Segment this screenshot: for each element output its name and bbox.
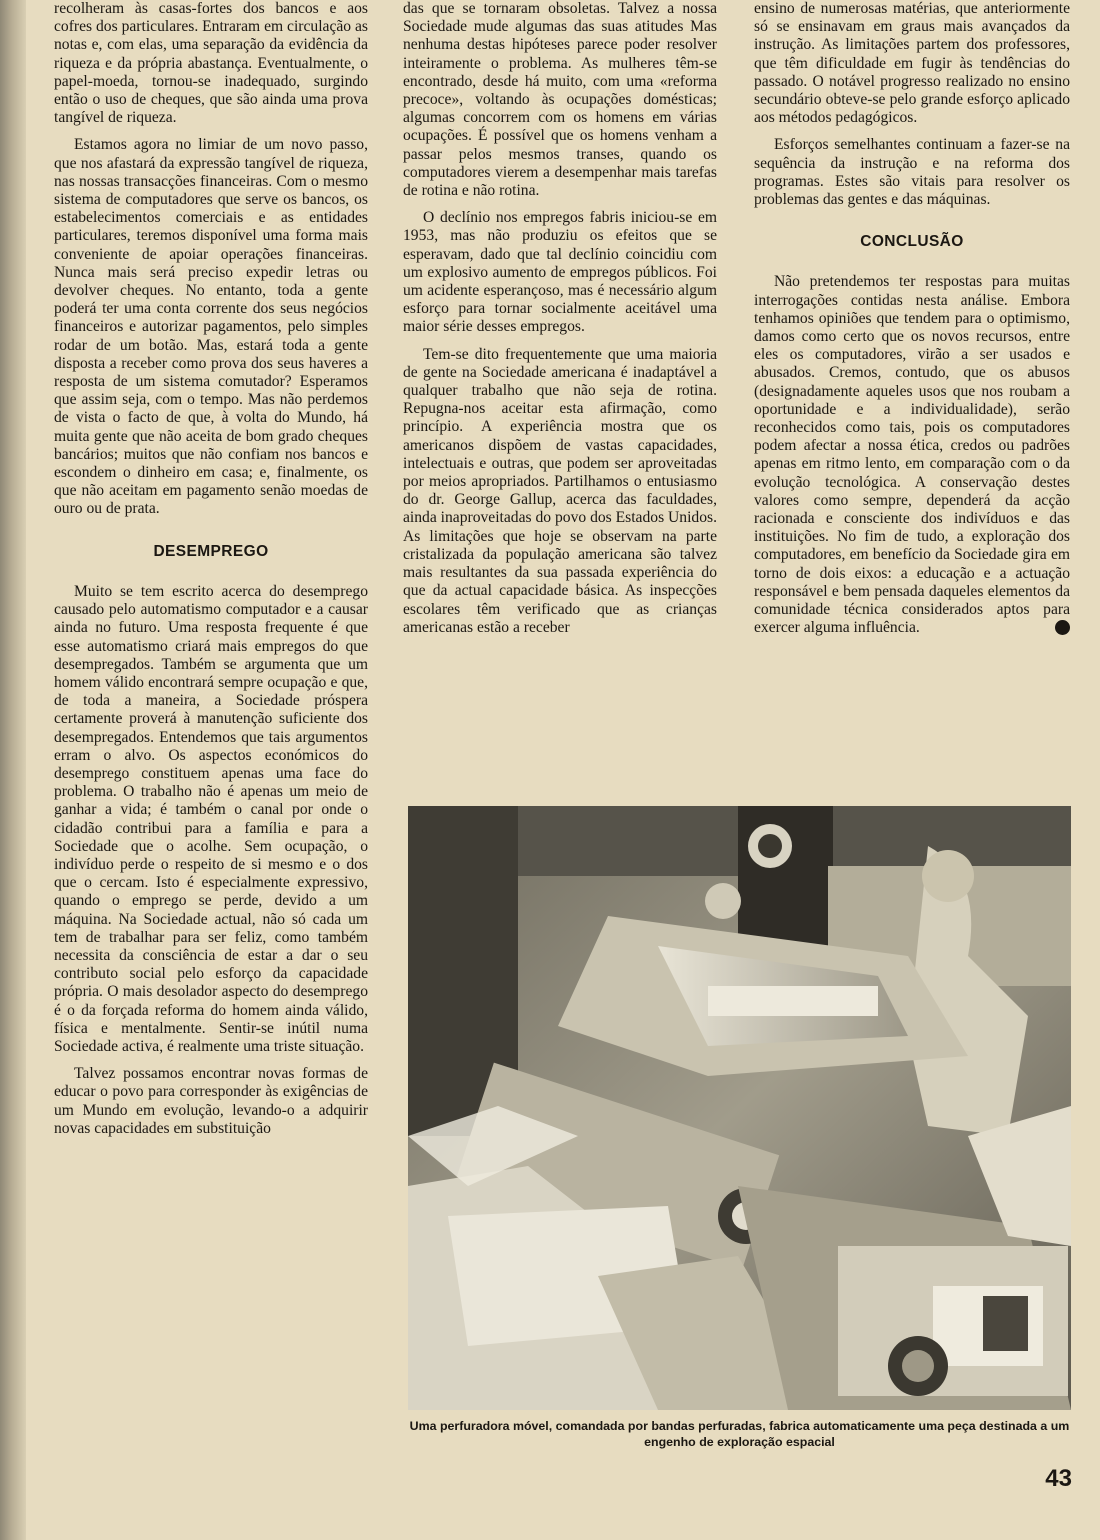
paragraph: O declínio nos empregos fabris iniciou-se em 1953, mas não produziu os efeitos que se esperavam, dado que tal declínio coincidiu com um explosivo aumento de empregos públicos. Foi um acidente esperançoso, mas é necessário algum esforço para tornar socialmente aceitável uma maior série desses empregos. (403, 209, 717, 336)
machine-photo-illustration (408, 806, 1071, 1410)
article-column-3 (754, 0, 1085, 647)
page-number: 43 (1045, 1465, 1072, 1492)
page-gutter-shadow (0, 0, 26, 1540)
machine-photo (408, 806, 1071, 1410)
paragraph-text: Não pretendemos ter respostas para muitas interrogações contidas nesta análise. Embora tenhamos opiniões que tendem para o optimismo, damos como certo que os novos recursos, entre eles os computadores, virão a ser usados e abusados. Cremos, contudo, que os abusos (designadamente aqueles usos que nos roubam a oportunidade e a individualidade), serão reconhecidos como tais, pois os computadores podem afectar a nossa ética, credos ou padrões apenas em ritmo lento, em comparação com o da evolução tecnológica. A conservação destes valores como sempre, dependerá da acção racionada e consciente dos indivíduos e das instituições. No fim de tudo, a exploração dos computadores, em benefício da Sociedade gira em torno de dois eixos: a educação e a actuação responsável e bem pensada daqueles elementos da comunidade técnica considerados aptos para exercer alguma influência. (754, 273, 1070, 637)
end-of-article-icon: ✪ (1055, 620, 1070, 635)
paragraph: Estamos agora no limiar de um novo passo, que nos afastará da expressão tangível de riqueza, nas nossas transacções financeiras. Com o mesmo sistema de computadores que serve os bancos, os estabelecimentos comerciais e as entidades particulares, teremos disponível uma forma mais conveniente de apoiar operações financeiras. Nunca mais será preciso expedir letras ou devolver cheques. No entanto, toda a gente poderá ter uma conta corrente dos seus negócios financeiros e autorizar pagamentos, pelo simples rodar de um botão. Mas, estará toda a gente disposta a receber como prova dos seus haveres a resposta de um sistema comutador? Esperamos que assim seja, com o tempo. Mas não perdemos de vista o facto de que, à volta do Mundo, há muita gente que não aceita de bom grado cheques bancários; muitos que não confiam nos bancos e escondem o dinheiro em casa; e, finalmente, os que não aceitam em pagamento senão moedas de ouro ou de prata. (54, 136, 368, 518)
paragraph: das que se tornaram obsoletas. Talvez a nossa Sociedade mude algumas das suas atitudes Mas nenhuma destas hipóteses parece poder resolver inteiramente o problema. As mulheres têm-se encontrado, desde há muito, com uma «reforma precoce», voltando às ocupações domésticas; algumas concorrem com os homens em várias ocupações. É possível que os homens venham a passar pelos mesmos transes, quando os computadores vierem a desempenhar mais tarefas de rotina e não rotina. (403, 0, 717, 200)
photo-caption: Uma perfuradora móvel, comandada por bandas perfuradas, fabrica automaticamente uma peça destinada a um engenho de exploração espacial (409, 1419, 1070, 1449)
paragraph: Talvez possamos encontrar novas formas de educar o povo para corresponder às exigências de um Mundo em evolução, levando-o a adquirir novas capacidades em substituição (54, 1065, 368, 1137)
paragraph (754, 273, 1085, 637)
section-heading-conclusao: CONCLUSÃO (860, 233, 964, 251)
paragraph: Esforços semelhantes continuam a fazer-se na sequência da instrução e na reforma dos programas. Estes são vitais para resolver os problemas das gentes e das máquinas. (754, 136, 1070, 209)
article-column-2 (403, 0, 717, 646)
paragraph: Muito se tem escrito acerca do desemprego causado pelo automatismo computador e a causar ainda no futuro. Uma resposta frequente é que esse automatismo criará mais empregos do que desempregados. Também se argumenta que um homem válido encontrará sempre ocupação e que, de toda a maneira, a Sociedade próspera certamente proverá à manutenção suficiente dos desempregados. Entendemos que tais argumentos erram o alvo. Os aspectos económicos do desemprego constituem apenas uma face do problema. O trabalho não é apenas um meio de ganhar a vida; é também o canal por onde o cidadão contribui para a família e para a Sociedade que o acolhe. Sem ocupação, o indivíduo perde o respeito de si mesmo e o dos que o cercam. Isto é especialmente expressivo, quando o emprego se perde, devido a um máquina. Na Sociedade actual, não só cada um tem de trabalhar para ser feliz, como também necessita da consciência de estar a dar o seu contributo social pelo esforço da capacidade própria. O mais desolador aspecto do desemprego é o da forçada reforma do homem ainda válido, física e mentalmente. Sentir-se inútil numa Sociedade activa, é realmente uma triste situação. (54, 582, 368, 1055)
paragraph: Tem-se dito frequentemente que uma maioria de gente na Sociedade americana é inadaptável a qualquer trabalho que não seja de rotina. Repugna-nos aceitar esta afirmação, como princípio. A experiência mostra que os americanos dispõem de vastas capacidades, intelectuais e outras, que podem ser aproveitadas por meios apropriados. Partilhamos o entusiasmo do dr. George Gallup, acerca das faculdades, ainda inaproveitadas do povo dos Estados Unidos. As limitações que hoje se observam na parte cristalizada da população americana são talvez mais resultantes da sua passada experiência do que da actual capacidade básica. As inspecções escolares têm verificado que as crianças americanas estão a receber (403, 345, 717, 636)
section-heading-desemprego: DESEMPREGO (153, 542, 269, 560)
article-column-1 (54, 0, 368, 1147)
paragraph: ensino de numerosas matérias, que anteriormente só se ensinavam em graus mais avançados da instrução. As limitações partem dos professores, que têm dificuldade em fugir às tendências do passado. O notável progresso realizado no ensino secundário obteve-se pelo grande esforço aplicado aos métodos pedagógicos. (754, 0, 1070, 127)
paragraph: recolheram às casas-fortes dos bancos e aos cofres dos particulares. Entraram em circulação as notas e, com elas, uma separação da evidência da riqueza e da própria abastança. Eventualmente, o papel-moeda, tornou-se inadequado, surgindo então o uso de cheques, que são ainda uma prova tangível de riqueza. (54, 0, 368, 127)
